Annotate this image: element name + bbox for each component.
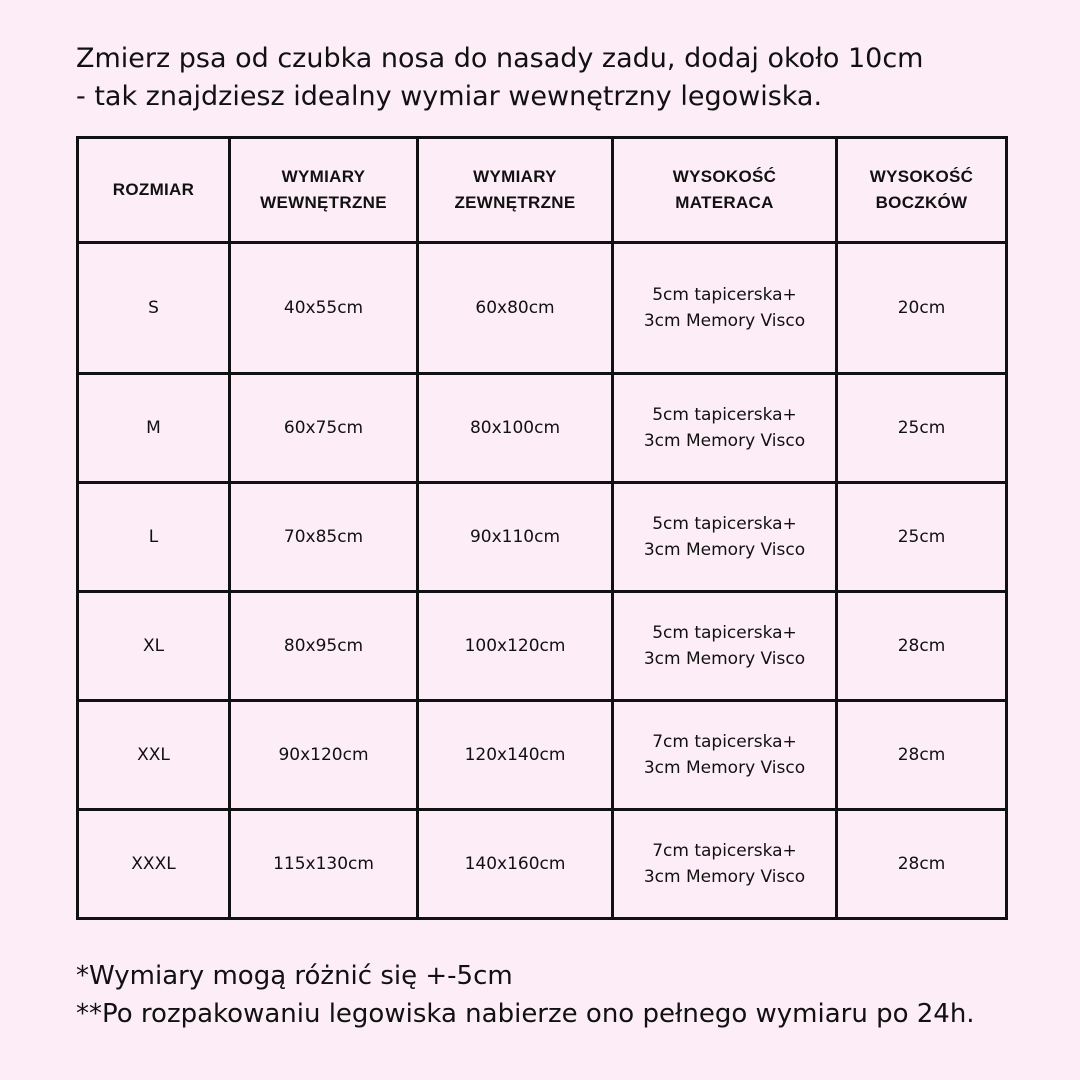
- cell-inner: 70x85cm: [230, 483, 418, 592]
- cell-size: XL: [78, 592, 230, 701]
- cell-mattress: 7cm tapicerska+ 3cm Memory Visco: [613, 810, 837, 919]
- header-mattress-height: WYSOKOŚĆ MATERACA: [613, 138, 837, 243]
- cell-inner: 90x120cm: [230, 701, 418, 810]
- cell-outer: 60x80cm: [418, 243, 613, 374]
- cell-mattress: 5cm tapicerska+ 3cm Memory Visco: [613, 483, 837, 592]
- cell-outer: 120x140cm: [418, 701, 613, 810]
- cell-size: XXL: [78, 701, 230, 810]
- cell-mattress: 5cm tapicerska+ 3cm Memory Visco: [613, 592, 837, 701]
- header-size: ROZMIAR: [78, 138, 230, 243]
- intro-text: [76, 40, 1036, 116]
- footnote-1: *Wymiary mogą różnić się +-5cm: [76, 961, 513, 991]
- cell-sides: 28cm: [837, 810, 1007, 919]
- table-header-row: [78, 138, 1007, 243]
- cell-outer: 140x160cm: [418, 810, 613, 919]
- table-row: [78, 592, 1007, 701]
- cell-size: S: [78, 243, 230, 374]
- cell-inner: 115x130cm: [230, 810, 418, 919]
- cell-inner: 60x75cm: [230, 374, 418, 483]
- header-sides-height: WYSOKOŚĆ BOCZKÓW: [837, 138, 1007, 243]
- header-outer-dimensions: WYMIARY ZEWNĘTRZNE: [418, 138, 613, 243]
- table-row: [78, 483, 1007, 592]
- header-inner-dimensions: WYMIARY WEWNĘTRZNE: [230, 138, 418, 243]
- cell-size: M: [78, 374, 230, 483]
- cell-outer: 100x120cm: [418, 592, 613, 701]
- cell-size: XXXL: [78, 810, 230, 919]
- cell-outer: 80x100cm: [418, 374, 613, 483]
- cell-size: L: [78, 483, 230, 592]
- cell-mattress: 7cm tapicerska+ 3cm Memory Visco: [613, 701, 837, 810]
- cell-outer: 90x110cm: [418, 483, 613, 592]
- cell-inner: 80x95cm: [230, 592, 418, 701]
- cell-sides: 25cm: [837, 374, 1007, 483]
- intro-line-2: - tak znajdziesz idealny wymiar wewnętrzny legowiska.: [76, 81, 823, 112]
- table-row: [78, 374, 1007, 483]
- table-row: [78, 243, 1007, 374]
- footnotes: [76, 957, 1056, 1033]
- cell-sides: 25cm: [837, 483, 1007, 592]
- footnote-2: **Po rozpakowaniu legowiska nabierze ono pełnego wymiaru po 24h.: [76, 999, 975, 1029]
- intro-line-1: Zmierz psa od czubka nosa do nasady zadu, dodaj około 10cm: [76, 43, 924, 74]
- cell-sides: 28cm: [837, 701, 1007, 810]
- cell-mattress: 5cm tapicerska+ 3cm Memory Visco: [613, 374, 837, 483]
- cell-sides: 28cm: [837, 592, 1007, 701]
- table-row: [78, 701, 1007, 810]
- table-row: [78, 810, 1007, 919]
- cell-inner: 40x55cm: [230, 243, 418, 374]
- cell-sides: 20cm: [837, 243, 1007, 374]
- size-table: [76, 136, 1008, 920]
- cell-mattress: 5cm tapicerska+ 3cm Memory Visco: [613, 243, 837, 374]
